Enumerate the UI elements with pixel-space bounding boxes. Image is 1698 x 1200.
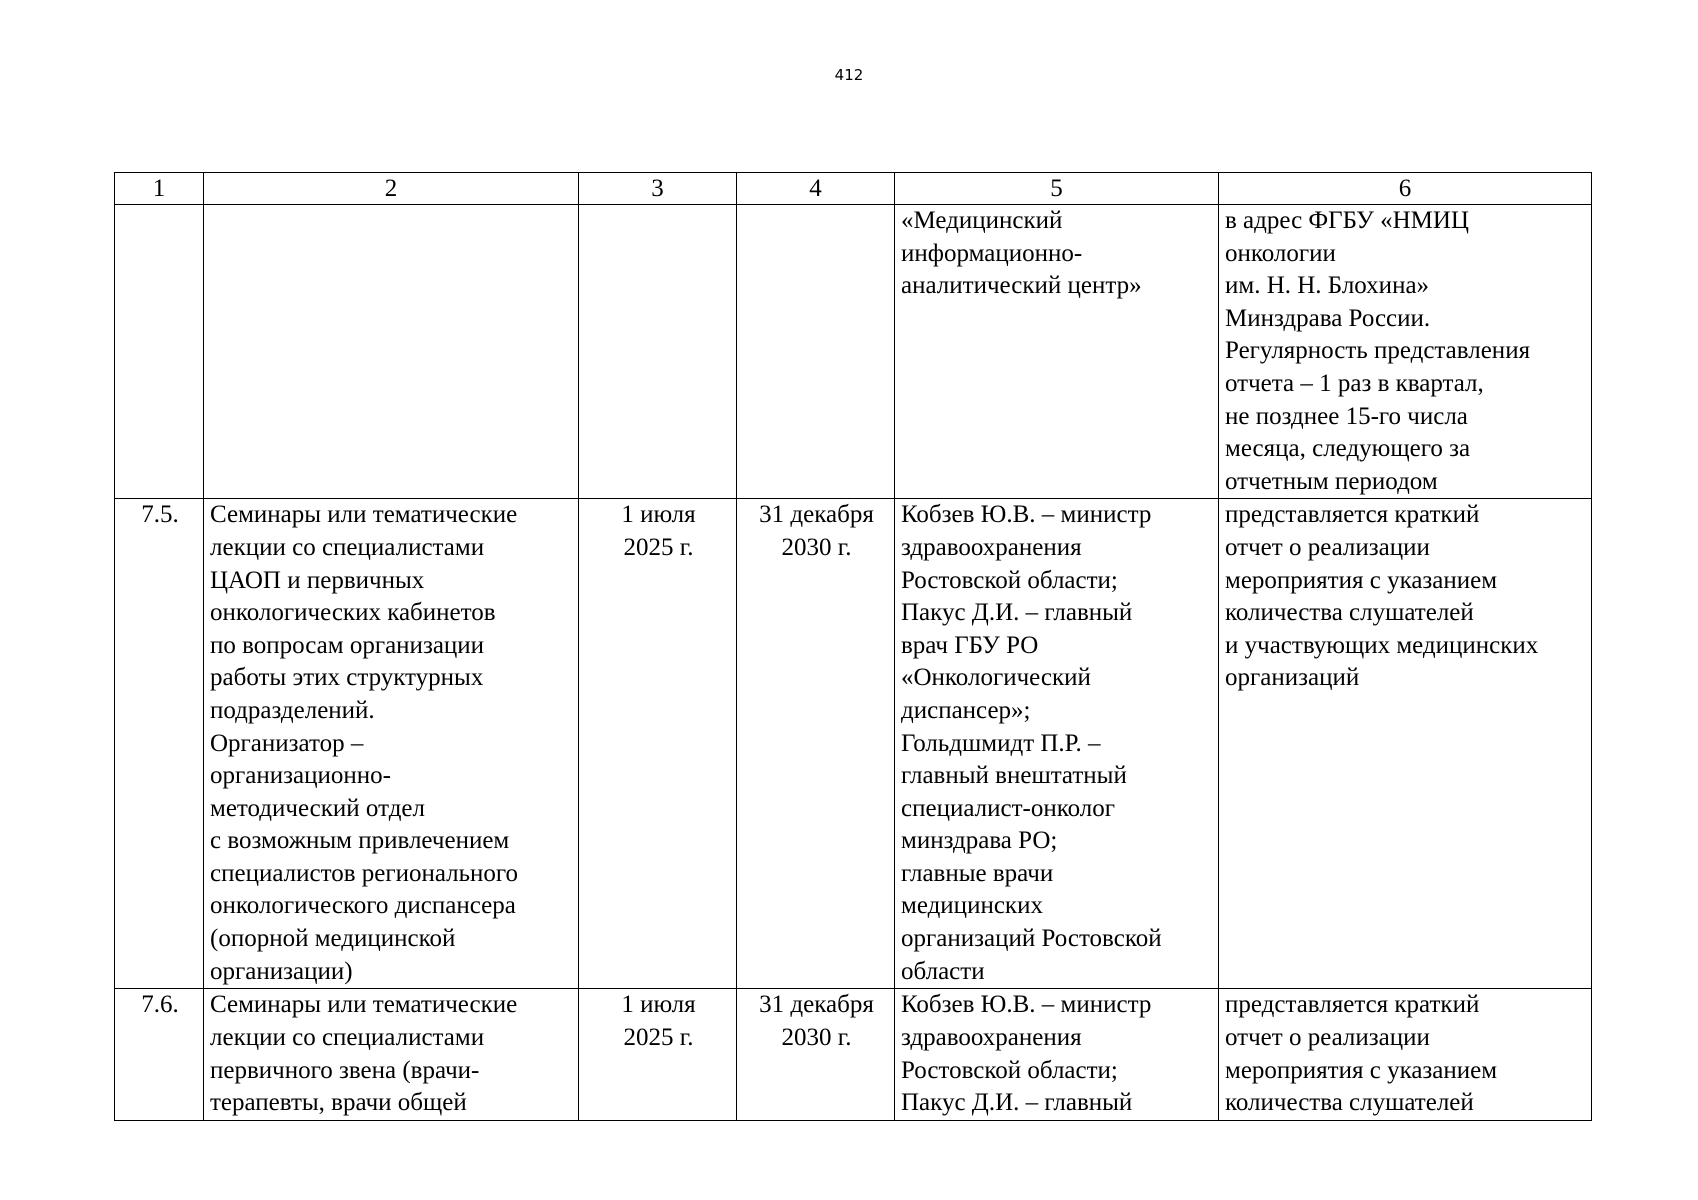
item-number-cell bbox=[115, 205, 204, 499]
activity-cell: Семинары или тематические лекции со специалистами первичного звена (врачи- терапевты, врачи общей bbox=[204, 989, 579, 1120]
plan-table bbox=[114, 172, 1592, 1121]
start-date-cell: 1 июля 2025 г. bbox=[579, 989, 737, 1120]
result-cell: представляется краткий отчет о реализации мероприятия с указанием количества слушателей и участвующих медицинских организаций bbox=[1219, 499, 1592, 989]
column-header: 4 bbox=[737, 173, 895, 205]
responsible-cell: «Медицинский информационно- аналитический центр» bbox=[895, 205, 1219, 499]
activity-cell bbox=[204, 205, 579, 499]
end-date-cell: 31 декабря 2030 г. bbox=[737, 499, 895, 989]
responsible-cell: Кобзев Ю.В. – министр здравоохранения Ростовской области; Пакус Д.И. – главный врач ГБУ РО «Онкологический диспансер»; Гольдшмидт П.Р. – главный внештатный специалист-онколог минздрава РО; главные врачи медицинских организаций Ростовской области bbox=[895, 499, 1219, 989]
responsible-cell: Кобзев Ю.В. – министр здравоохранения Ростовской области; Пакус Д.И. – главный bbox=[895, 989, 1219, 1120]
column-header: 2 bbox=[204, 173, 579, 205]
end-date-cell bbox=[737, 205, 895, 499]
item-number-cell: 7.5. bbox=[115, 499, 204, 989]
end-date-cell: 31 декабря 2030 г. bbox=[737, 989, 895, 1120]
column-header: 6 bbox=[1219, 173, 1592, 205]
activity-cell: Семинары или тематические лекции со специалистами ЦАОП и первичных онкологических кабинетов по вопросам организации работы этих структурных подразделений. Организатор – организационно- методический отдел с возможным привлечением специалистов регионального онкологического диспансера (опорной медицинской организации) bbox=[204, 499, 579, 989]
start-date-cell bbox=[579, 205, 737, 499]
item-number-cell: 7.6. bbox=[115, 989, 204, 1120]
start-date-cell: 1 июля 2025 г. bbox=[579, 499, 737, 989]
column-header: 5 bbox=[895, 173, 1219, 205]
result-cell: в адрес ФГБУ «НМИЦ онкологии им. Н. Н. Блохина» Минздрава России. Регулярность представления отчета – 1 раз в квартал, не позднее 15-го числа месяца, следующего за отчетным периодом bbox=[1219, 205, 1592, 499]
result-cell: представляется краткий отчет о реализации мероприятия с указанием количества слушателей bbox=[1219, 989, 1592, 1120]
table-row bbox=[115, 205, 1592, 499]
column-header: 3 bbox=[579, 173, 737, 205]
column-number-row bbox=[115, 173, 1592, 205]
column-header: 1 bbox=[115, 173, 204, 205]
table-row bbox=[115, 499, 1592, 989]
page-number: 412 bbox=[834, 66, 864, 84]
table-row bbox=[115, 989, 1592, 1120]
